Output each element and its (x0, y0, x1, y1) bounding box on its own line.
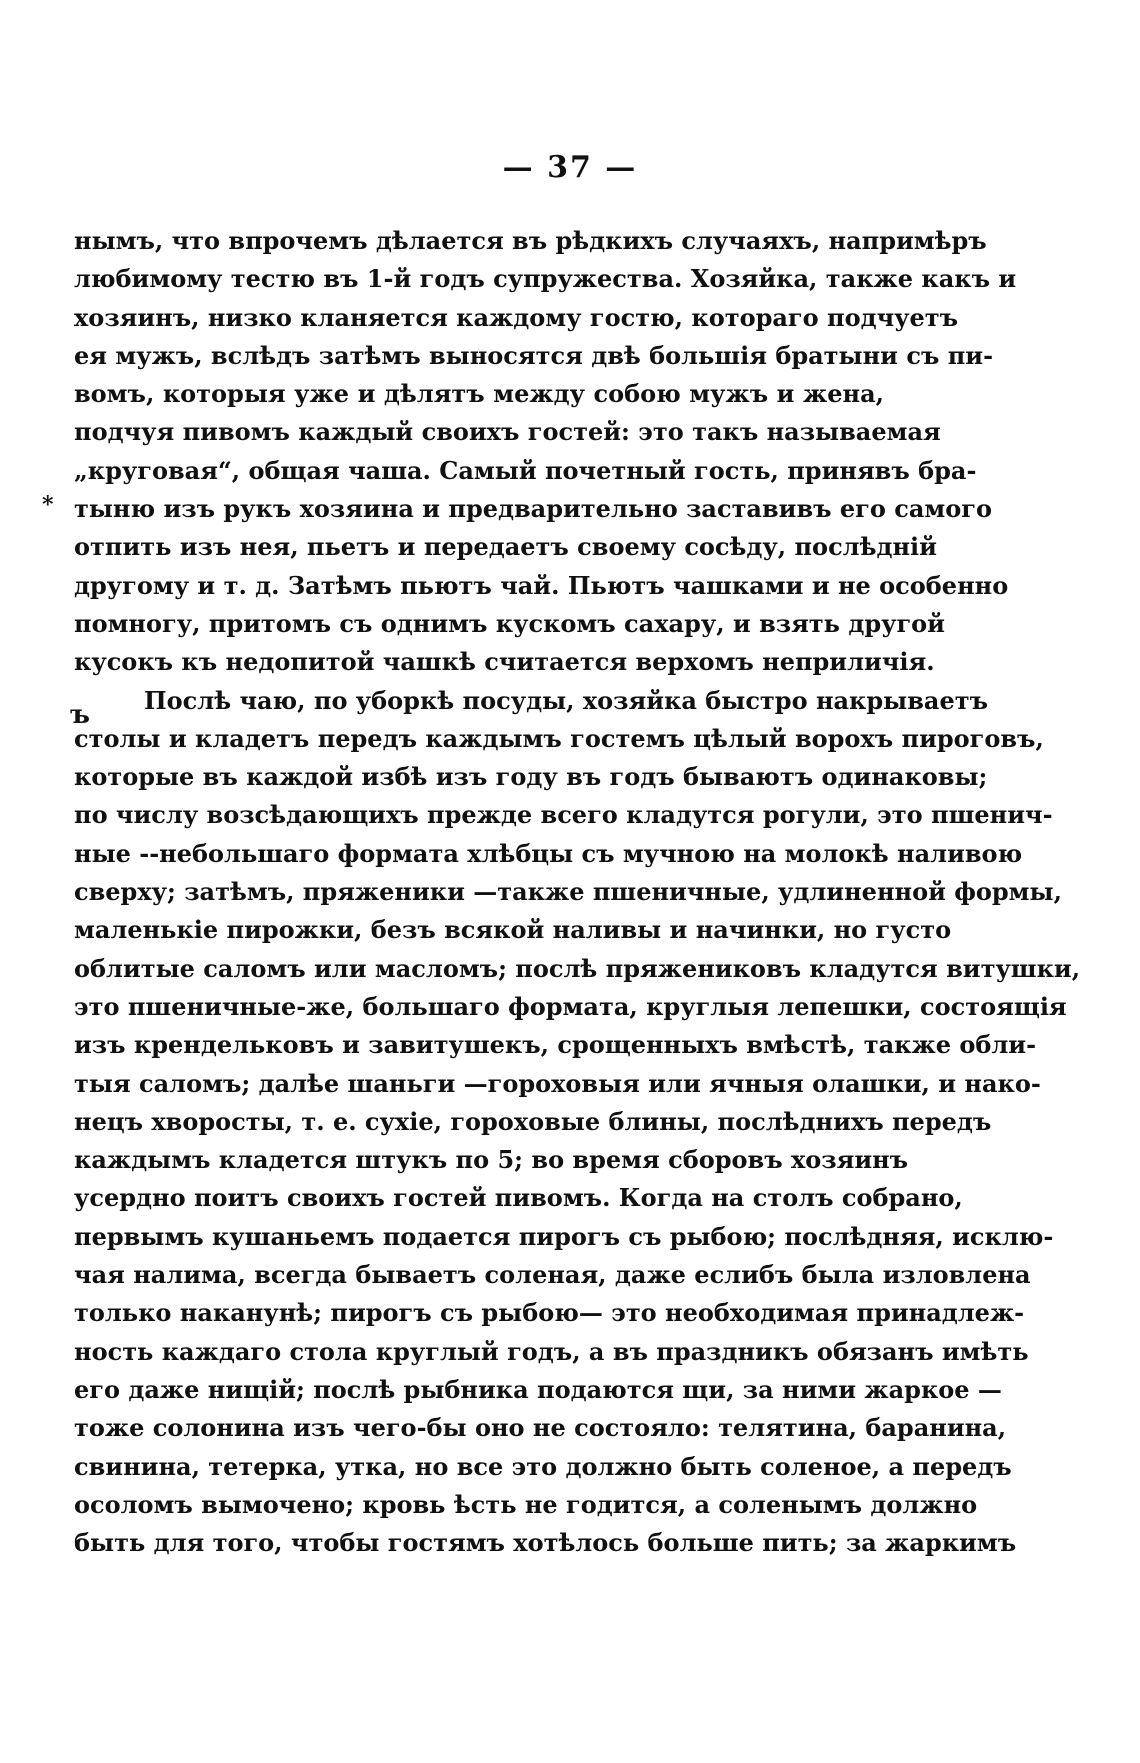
text-line: кусокъ къ недопитой чашкѣ считается верхомъ неприличія. (74, 647, 935, 677)
text-line: которые въ каждой избѣ изъ году въ годъ бываютъ одинаковы; (74, 762, 988, 792)
text-line: быть для того, чтобы гостямъ хотѣлось больше пить; за жаркимъ (74, 1528, 1017, 1558)
text-line: изъ крендельковъ и завитушекъ, срощенныхъ вмѣстѣ, также обли- (74, 1030, 1037, 1060)
text-line: нецъ хворосты, т. е. сухіе, гороховые блины, послѣднихъ передъ (74, 1106, 992, 1136)
text-line: „круговая“, общая чаша. Самый почетный гость, принявъ бра- (74, 455, 977, 485)
text-line: осоломъ вымочено; кровь ѣсть не годится, а соленымъ должно (74, 1489, 978, 1519)
text-line: ность каждаго стола круглый годъ, а въ праздникъ обязанъ имѣть (74, 1336, 1029, 1366)
text-line: хозяинъ, низко кланяется каждому гостю, котораго подчуетъ (74, 302, 959, 332)
text-line: ные --небольшаго формата хлѣбцы съ мучною на молокѣ наливою (74, 838, 1023, 868)
text-line: нымъ, что впрочемъ дѣлается въ рѣдкихъ случаяхъ, напримѣръ (74, 226, 987, 255)
text-line: усердно поитъ своихъ гостей пивомъ. Когда на столъ собрано, (74, 1183, 963, 1213)
text-line: сверху; затѣмъ, пряженики —также пшеничные, удлиненной формы, (74, 877, 1062, 907)
margin-mark-asterisk: * (42, 492, 54, 518)
text-line: чая налима, всегда бываетъ соленая, даже еслибъ была изловлена (74, 1260, 1031, 1290)
text-line: это пшеничные-же, большаго формата, круглыя лепешки, состоящія (74, 991, 1067, 1021)
body-text (74, 222, 1081, 1562)
text-line: облитые саломъ или масломъ; послѣ пряжениковъ кладутся витушки, (74, 953, 1081, 983)
paragraph-first-line: Послѣ чаю, по уборкѣ посуды, хозяйка быстро накрываетъ (144, 685, 989, 715)
text-line: помногу, притомъ съ однимъ кускомъ сахару, и взять другой (74, 608, 945, 638)
text-line: подчуя пивомъ каждый своихъ гостей: это такъ называемая (74, 417, 941, 447)
text-line: другому и т. д. Затѣмъ пьютъ чай. Пьютъ чашками и не особенно (74, 570, 1009, 600)
text-line: по числу возсѣдающихъ прежде всего кладутся рогули, это пшенич- (74, 800, 1053, 830)
text-line: вомъ, которыя уже и дѣлятъ между собою мужъ и жена, (74, 379, 884, 409)
text-line: отпить изъ нея, пьетъ и передаетъ своему сосѣду, послѣдній (74, 532, 937, 562)
text-line: его даже нищій; послѣ рыбника подаются щи, за ними жаркое — (74, 1374, 1002, 1404)
text-line: каждымъ кладется штукъ по 5; во время сборовъ хозяинъ (74, 1145, 909, 1175)
text-line: ея мужъ, вслѣдъ затѣмъ выносятся двѣ большія братыни съ пи- (74, 340, 994, 370)
text-line: только наканунѣ; пирогъ съ рыбою— это необходимая принадлеж- (74, 1298, 1025, 1328)
text-line: любимому тестю въ 1-й годъ супружества. Хозяйка, также какъ и (74, 264, 1017, 294)
text-line: тоже солонина изъ чего-бы оно не состояло: телятина, баранина, (74, 1413, 1007, 1443)
page-number: — 37 — (502, 150, 638, 185)
text-line: тыню изъ рукъ хозяина и предварительно заставивъ его самого (74, 494, 992, 524)
text-line: столы и кладетъ передъ каждымъ гостемъ цѣлый ворохъ пироговъ, (74, 723, 1044, 753)
text-line: тыя саломъ; далѣе шаньги —гороховыя или ячныя олашки, и нако- (74, 1068, 1041, 1098)
text-line: свинина, тетерка, утка, но все это должно быть соленое, а передъ (74, 1451, 1012, 1481)
text-line: первымъ кушаньемъ подается пирогъ съ рыбою; послѣдняя, исклю- (74, 1221, 1054, 1251)
margin-mark-hard-sign: ъ (70, 700, 90, 730)
text-line: маленькіе пирожки, безъ всякой наливы и начинки, но густо (74, 915, 952, 945)
